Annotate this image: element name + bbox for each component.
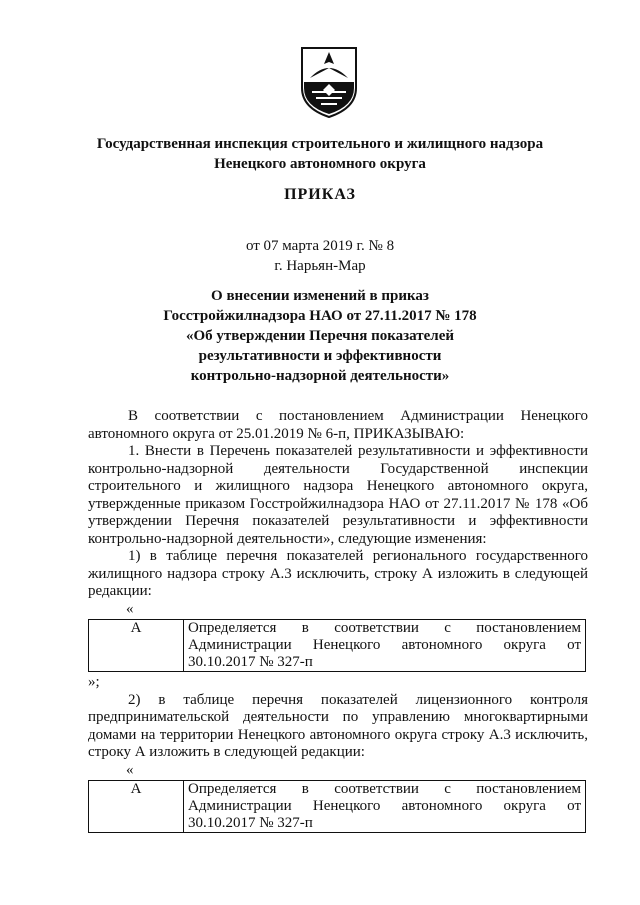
order-subject [0,286,640,386]
issue-date-number: от 07 марта 2019 г. № 8 [245,238,395,254]
subject-line-2: Госстройжилнадзора НАО от 27.11.2017 № 178 [163,308,477,324]
open-quote: « [126,761,134,778]
organization-line-2: Ненецкого автономного округа [214,156,426,172]
intro-paragraph: В соответствии с постановлением Администрации Ненецкого автономного округа от 25.01.2019 № 6-п, ПРИКАЗЫВАЮ: [88,408,588,442]
row-code: А [89,781,184,833]
subject-line-1: О внесении изменений в приказ [211,288,429,304]
item-1-paragraph: 1. Внести в Перечень показателей результативности и эффективности контрольно-надзорной деятельности Государственной инспекции строительного и жилищного надзора Ненецкого автономного округа, утвержденные приказом Госстройжилнадзора НАО от 27.11.2017 № 178 «Об утверждении Перечня показателей результативности и эффективности контрольно-надзорной деятельности», следующие изменения: [88,443,588,547]
document-title: ПРИКАЗ [284,186,356,203]
replacement-table-2 [88,780,586,833]
replacement-table-1 [88,619,586,672]
row-code: А [89,620,184,672]
row-description: Определяется в соответствии с постановлением Администрации Ненецкого автономного округа от 30.10.2017 № 327-п [184,781,586,833]
table-row [89,620,586,672]
subitem-1-paragraph: 1) в таблице перечня показателей регионального государственного жилищного надзора строку А.3 исключить, строку А изложить в следующей редакции: [88,548,588,599]
subject-line-3: «Об утверждении Перечня показателей [185,328,455,344]
subject-line-5: контрольно-надзорной деятельности» [190,368,450,384]
open-quote: « [126,600,134,617]
document-body [88,408,588,835]
organization-line-1: Государственная инспекция строительного и жилищного надзора [96,136,544,152]
close-quote: »; [88,674,100,690]
issue-place: г. Нарьян-Мар [274,258,366,274]
organization-name [0,134,640,174]
subject-line-4: результативности и эффективности [198,348,442,364]
coat-of-arms-icon [298,44,360,120]
issue-block [0,236,640,276]
table-row [89,781,586,833]
subitem-2-paragraph: 2) в таблице перечня показателей лицензионного контроля предпринимательской деятельности по управлению многоквартирными домами на территории Ненецкого автономного округа строку А.3 исключить, строку А изложить в следующей редакции: [88,691,588,760]
row-description: Определяется в соответствии с постановлением Администрации Ненецкого автономного округа от 30.10.2017 № 327-п [184,620,586,672]
